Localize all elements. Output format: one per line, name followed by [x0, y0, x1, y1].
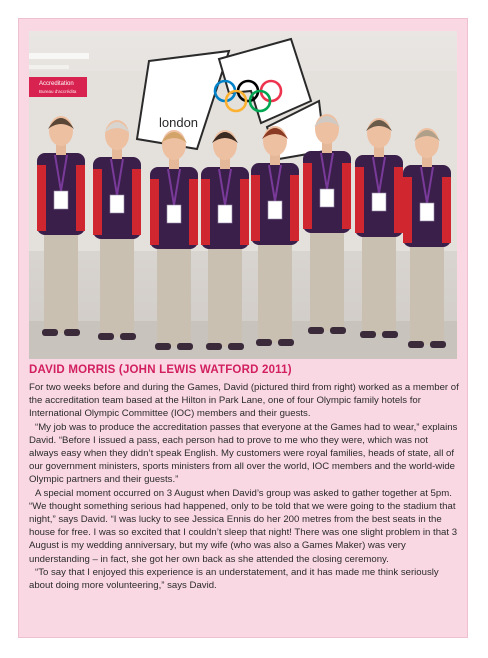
- article-paragraph: “To say that I enjoyed this experience is an understatement, and it has made me think seriously about doing more volunteering,” says David.: [29, 566, 439, 592]
- ceiling-light: [29, 65, 69, 69]
- volunteer-trousers: [100, 235, 134, 337]
- volunteer-shoe: [177, 343, 193, 350]
- ceiling-light: [29, 53, 89, 59]
- volunteer-shoe: [360, 331, 376, 338]
- volunteer-shoe: [120, 333, 136, 340]
- accreditation-sign: [29, 77, 87, 97]
- volunteer-shoe: [256, 339, 272, 346]
- accreditation-pass: [167, 205, 181, 223]
- article-paragraph: For two weeks before and during the Games, David (pictured third from right) worked as a member of the accreditation team based at the Hilton in Park Lane, one of four Olympic family hotels for International Olympic Committee (IOC) members and their guests.: [29, 382, 459, 420]
- logo-text: london: [159, 115, 199, 130]
- volunteer-trousers: [362, 233, 396, 335]
- volunteer-shirt-panel: [189, 179, 198, 245]
- volunteer-shirt-panel: [342, 163, 351, 229]
- volunteer-shirt-panel: [303, 163, 312, 229]
- volunteer-shoe: [278, 339, 294, 346]
- volunteer-trousers: [44, 231, 78, 333]
- sign-subtext: Bureau d'accrédita: [39, 89, 77, 94]
- volunteer-shoe: [206, 343, 222, 350]
- volunteer-trousers: [157, 245, 191, 347]
- article-card: [18, 18, 468, 638]
- accreditation-pass: [372, 193, 386, 211]
- accreditation-pass: [320, 189, 334, 207]
- accreditation-pass: [54, 191, 68, 209]
- volunteer-shirt-panel: [251, 175, 260, 241]
- volunteer-shirt-panel: [355, 167, 364, 233]
- volunteer-shoe: [98, 333, 114, 340]
- volunteer-shirt-panel: [240, 179, 249, 245]
- volunteer-shoe: [308, 327, 324, 334]
- article-paragraph: “My job was to produce the accreditation passes that everyone at the Games had to wear,” explains David. “Before I issued a pass, each person had to prove to me who they were, which was not always easy when they didn’t speak English. My customers were royal families, heads of state, all of our government ministers, sports ministers from all over the world, IOC members and the world-wide Olympic partners and their guests.”: [29, 421, 458, 486]
- volunteer-trousers: [410, 243, 444, 345]
- volunteer-shoe: [42, 329, 58, 336]
- volunteer-shirt-panel: [290, 175, 299, 241]
- volunteer-shirt-panel: [93, 169, 102, 235]
- accreditation-pass: [420, 203, 434, 221]
- volunteer-shoe: [330, 327, 346, 334]
- volunteer-shirt-panel: [37, 165, 46, 231]
- volunteer-shoe: [430, 341, 446, 348]
- volunteer-shirt-panel: [76, 165, 85, 231]
- accreditation-pass: [268, 201, 282, 219]
- article-body: [29, 381, 459, 592]
- accreditation-pass: [218, 205, 232, 223]
- volunteer-shirt-panel: [442, 177, 451, 243]
- volunteer-shirt-panel: [394, 167, 403, 233]
- article-headline: DAVID MORRIS (JOHN LEWIS WATFORD 2011): [29, 364, 292, 376]
- volunteer-trousers: [310, 229, 344, 331]
- volunteer-trousers: [208, 245, 242, 347]
- volunteer-shirt-panel: [403, 177, 412, 243]
- article-paragraph: A special moment occurred on 3 August when David’s group was asked to gather together at 5pm. “We thought something serious had happened, only to be told that we were going to the stadium that night,” says David. “I was lucky to see Jessica Ennis do her 200 metres from the best seats in the house for free. I was so excited that I couldn’t sleep that night! There was one slight problem in that 3 August is my wedding anniversary, but my wife (who was also a Games Maker) was very understanding – in fact, she got her own back as she attended the closing ceremony.: [29, 487, 458, 565]
- volunteer-shoe: [155, 343, 171, 350]
- volunteer-shirt-panel: [150, 179, 159, 245]
- volunteer-shoe: [382, 331, 398, 338]
- volunteer-shoe: [228, 343, 244, 350]
- volunteer-shirt-panel: [201, 179, 210, 245]
- sign-text: Accreditation: [39, 81, 74, 87]
- volunteer-shoe: [408, 341, 424, 348]
- accreditation-pass: [110, 195, 124, 213]
- volunteer-shoe: [64, 329, 80, 336]
- group-photo: [29, 31, 457, 359]
- volunteer-trousers: [258, 241, 292, 343]
- photo-illustration: [29, 31, 457, 359]
- volunteer-shirt-panel: [132, 169, 141, 235]
